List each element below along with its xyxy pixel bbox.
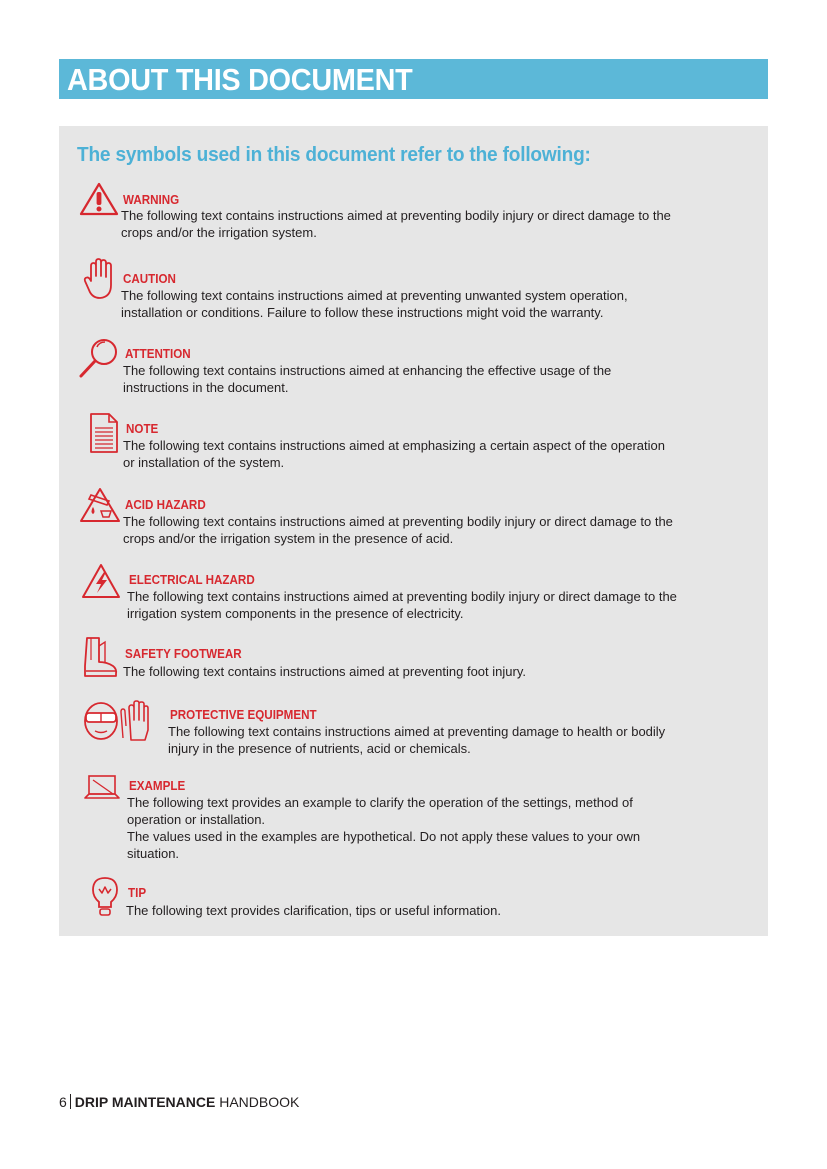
- symbol-description: The following text contains instructions aimed at preventing bodily injury or direct damage to the crops and/or the irrigation system.: [121, 208, 671, 240]
- symbol-label: EXAMPLE: [129, 779, 186, 793]
- symbol-label: TIP: [128, 886, 147, 900]
- symbol-label: WARNING: [123, 193, 180, 207]
- handbook-title-bold: DRIP MAINTENANCE: [74, 1094, 216, 1110]
- page-title: ABOUT THIS DOCUMENT: [67, 62, 413, 97]
- symbol-label: PROTECTIVE EQUIPMENT: [170, 708, 317, 722]
- symbol-label: ACID HAZARD: [125, 498, 206, 512]
- goggles-gloves-icon: [83, 700, 161, 744]
- handbook-title-rest: HANDBOOK: [215, 1094, 300, 1110]
- symbol-description: The following text contains instructions aimed at enhancing the effective usage of the instructions in the document.: [123, 363, 612, 395]
- footer-divider: [70, 1094, 71, 1109]
- symbols-panel: [59, 126, 768, 936]
- symbol-label: ATTENTION: [125, 347, 191, 361]
- electrical-hazard-icon: [81, 563, 121, 599]
- symbol-description: The following text provides an example to clarify the operation of the settings, method of operation or installation. The values used in the examples are hypothetical. Do not apply these values to your own situation.: [127, 795, 641, 861]
- laptop-icon: [85, 774, 121, 802]
- panel-heading: The symbols used in this document refer to the following:: [77, 143, 591, 166]
- warning-triangle-icon: [79, 182, 119, 216]
- lightbulb-icon: [91, 876, 119, 918]
- symbol-label: ELECTRICAL HAZARD: [129, 573, 255, 587]
- symbol-description: The following text contains instructions aimed at preventing bodily injury or direct damage to the irrigation system components in the presence of electricity.: [127, 589, 677, 621]
- symbol-label: SAFETY FOOTWEAR: [125, 647, 242, 661]
- header-bar: [59, 59, 768, 99]
- note-document-icon: [89, 412, 119, 454]
- symbol-label: CAUTION: [123, 272, 176, 286]
- symbol-description: The following text contains instructions aimed at preventing foot injury.: [123, 664, 526, 679]
- page-number: 6: [59, 1094, 67, 1110]
- symbol-label: NOTE: [126, 422, 159, 436]
- symbol-description: The following text contains instructions aimed at preventing bodily injury or direct damage to the crops and/or the irrigation system in the presence of acid.: [123, 514, 673, 546]
- caution-hand-icon: [83, 257, 119, 301]
- symbol-description: The following text contains instructions aimed at emphasizing a certain aspect of the operation or installation of the system.: [123, 438, 665, 470]
- magnifier-icon: [79, 337, 121, 379]
- symbol-description: The following text contains instructions aimed at preventing unwanted system operation, installation or conditions. Failure to follow these instructions might void the warranty.: [121, 288, 628, 320]
- symbol-description: The following text provides clarification, tips or useful information.: [126, 903, 502, 918]
- acid-hazard-icon: [79, 487, 121, 523]
- page-footer: [59, 1093, 299, 1111]
- symbol-description: The following text contains instructions aimed at preventing damage to health or bodily injury in the presence of nutrients, acid or chemicals.: [168, 724, 666, 756]
- safety-boot-icon: [83, 636, 119, 678]
